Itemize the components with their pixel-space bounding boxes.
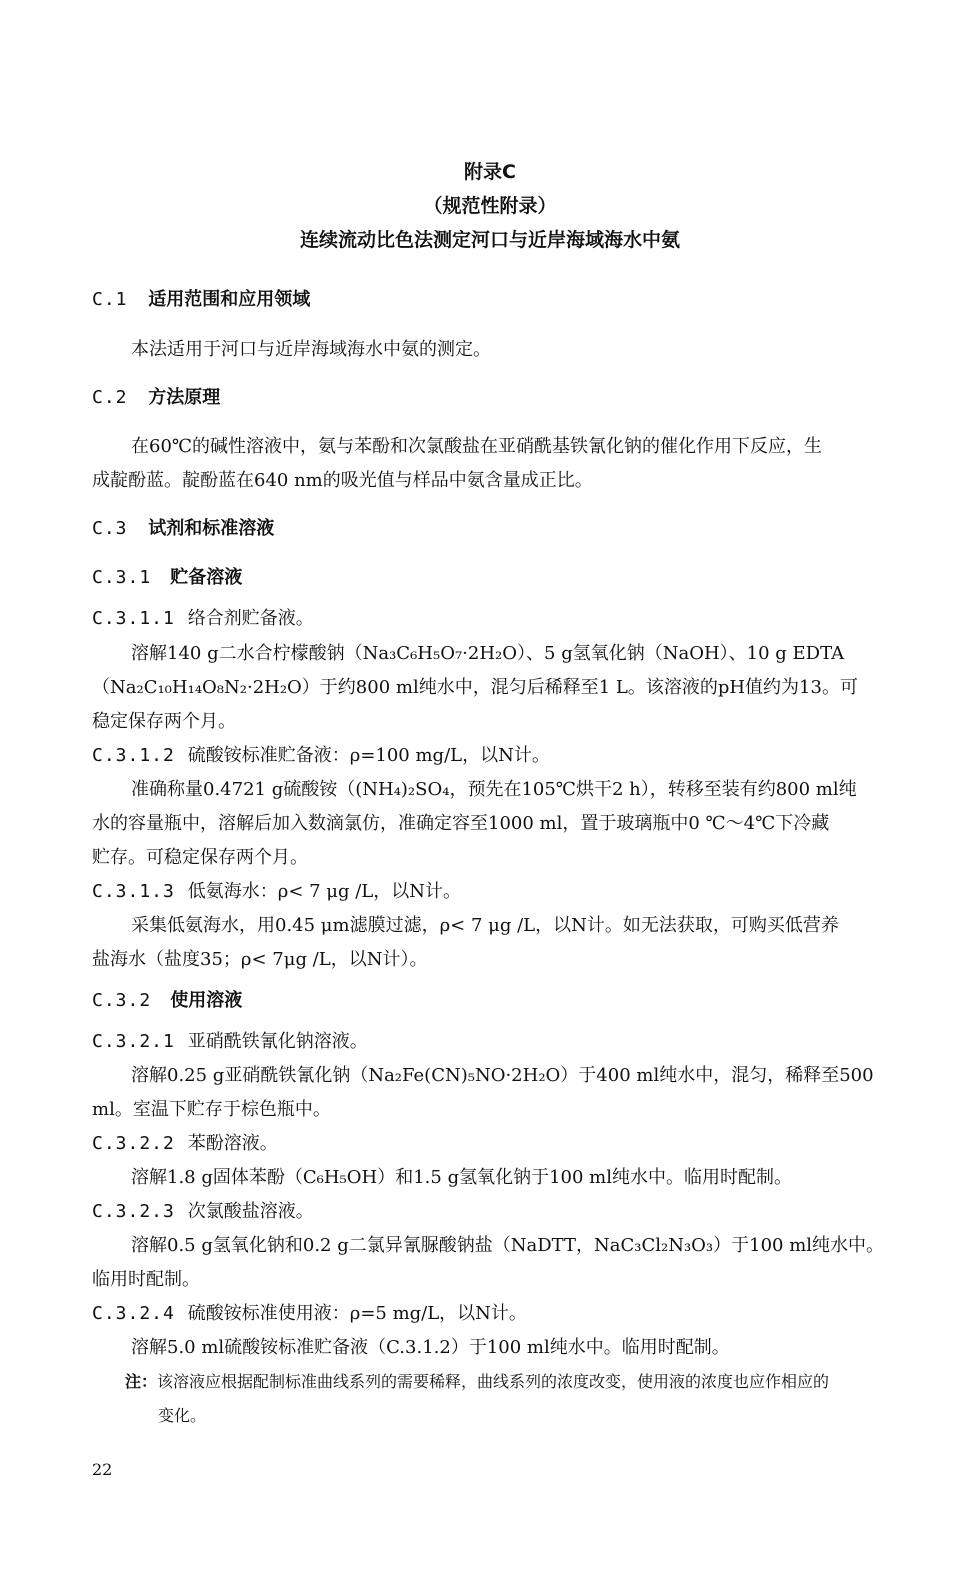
section-c31-heading bbox=[92, 566, 242, 590]
clause-c322 bbox=[92, 1132, 278, 1156]
section-number: C.3 bbox=[92, 518, 128, 539]
paragraph: 本法适用于河口与近岸海域海水中氨的测定。 bbox=[131, 339, 491, 360]
page-number: 22 bbox=[92, 1460, 113, 1479]
note-text: 该溶液应根据配制标准曲线系列的需要稀释，曲线系列的浓度改变，使用液的浓度也应作相应的 bbox=[157, 1372, 830, 1391]
section-number: C.2 bbox=[92, 387, 128, 408]
paragraph-line: 水的容量瓶中，溶解后加入数滴氯仿，准确定容至1000 ml，置于玻璃瓶中0 ℃～4℃下冷藏 bbox=[92, 813, 830, 834]
clause-number: C.3.1.3 bbox=[92, 881, 175, 902]
clause-title: 硫酸铵标准贮备液：ρ=100 mg/L，以N计。 bbox=[187, 745, 550, 766]
clause-title: 亚硝酰铁氰化钠溶液。 bbox=[187, 1031, 368, 1052]
paragraph-line: 成靛酚蓝。靛酚蓝在640 nm的吸光值与样品中氨含量成正比。 bbox=[92, 470, 593, 491]
paragraph-line: 在60℃的碱性溶液中，氨与苯酚和次氯酸盐在亚硝酰基铁氰化钠的催化作用下反应，生 bbox=[131, 436, 823, 457]
paragraph-line: 采集低氨海水，用0.45 μm滤膜过滤，ρ< 7 μg /L，以N计。如无法获取，可购买低营养 bbox=[131, 915, 839, 936]
paragraph-line: （Na₂C₁₀H₁₄O₈N₂·2H₂O）于约800 ml纯水中，混匀后稀释至1 L。该溶液的pH值约为13。可 bbox=[92, 677, 858, 698]
clause-title: 络合剂贮备液。 bbox=[187, 608, 314, 629]
note-text-continued: 变化。 bbox=[158, 1406, 207, 1425]
section-number: C.3.1 bbox=[92, 567, 152, 588]
section-number: C.3.2 bbox=[92, 990, 152, 1011]
clause-title: 苯酚溶液。 bbox=[187, 1133, 278, 1154]
clause-number: C.3.2.4 bbox=[92, 1303, 175, 1324]
annex-label: 附录C bbox=[464, 161, 516, 183]
annex-title: 连续流动比色法测定河口与近岸海域海水中氨 bbox=[299, 229, 680, 251]
clause-number: C.3.1.2 bbox=[92, 745, 175, 766]
clause-number: C.3.2.3 bbox=[92, 1201, 175, 1222]
clause-title: 硫酸铵标准使用液：ρ=5 mg/L，以N计。 bbox=[187, 1303, 527, 1324]
clause-c311 bbox=[92, 607, 314, 631]
section-number: C.1 bbox=[92, 289, 128, 310]
clause-c321 bbox=[92, 1030, 368, 1054]
clause-number: C.3.1.1 bbox=[92, 608, 175, 629]
note-label: 注： bbox=[125, 1372, 158, 1391]
annex-type: （规范性附录） bbox=[423, 195, 557, 217]
note bbox=[125, 1371, 829, 1393]
clause-title: 低氨海水：ρ< 7 μg /L，以N计。 bbox=[187, 881, 462, 902]
section-c1-heading bbox=[92, 288, 310, 312]
section-title: 贮备溶液 bbox=[170, 567, 243, 588]
clause-c323 bbox=[92, 1200, 314, 1224]
paragraph-line: 溶解140 g二水合柠檬酸钠（Na₃C₆H₅O₇·2H₂O）、5 g氢氧化钠（NaOH）、10 g EDTA bbox=[131, 643, 845, 664]
clause-number: C.3.2.2 bbox=[92, 1133, 175, 1154]
section-title: 使用溶液 bbox=[170, 990, 243, 1011]
section-c3-heading bbox=[92, 517, 274, 541]
section-title: 适用范围和应用领域 bbox=[148, 289, 311, 310]
clause-c313 bbox=[92, 880, 461, 904]
clause-c324 bbox=[92, 1302, 527, 1326]
section-c2-heading bbox=[92, 386, 220, 410]
section-c32-heading bbox=[92, 989, 242, 1013]
paragraph-line: 溶解5.0 ml硫酸铵标准贮备液（C.3.1.2）于100 ml纯水中。临用时配制。 bbox=[131, 1337, 730, 1358]
paragraph-line: ml。室温下贮存于棕色瓶中。 bbox=[92, 1099, 331, 1120]
paragraph-line: 溶解0.25 g亚硝酰铁氰化钠（Na₂Fe(CN)₅NO·2H₂O）于400 ml纯水中，混匀，稀释至500 bbox=[131, 1065, 874, 1086]
paragraph-line: 盐海水（盐度35；ρ< 7μg /L，以N计）。 bbox=[92, 949, 428, 970]
paragraph-line: 临用时配制。 bbox=[92, 1269, 200, 1290]
paragraph-line: 溶解1.8 g固体苯酚（C₆H₅OH）和1.5 g氢氧化钠于100 ml纯水中。临用时配制。 bbox=[131, 1167, 792, 1188]
paragraph-line: 贮存。可稳定保存两个月。 bbox=[92, 847, 308, 868]
clause-title: 次氯酸盐溶液。 bbox=[187, 1201, 314, 1222]
section-title: 试剂和标准溶液 bbox=[148, 518, 275, 539]
paragraph-line: 准确称量0.4721 g硫酸铵（(NH₄)₂SO₄，预先在105℃烘干2 h），转移至装有约800 ml纯 bbox=[131, 779, 857, 800]
clause-c312 bbox=[92, 744, 550, 768]
clause-number: C.3.2.1 bbox=[92, 1031, 175, 1052]
section-title: 方法原理 bbox=[148, 387, 221, 408]
paragraph-line: 溶解0.5 g氢氧化钠和0.2 g二氯异氰脲酸钠盐（NaDTT，NaC₃Cl₂N₃O₃）于100 ml纯水中。 bbox=[131, 1235, 885, 1256]
paragraph-line: 稳定保存两个月。 bbox=[92, 711, 236, 732]
